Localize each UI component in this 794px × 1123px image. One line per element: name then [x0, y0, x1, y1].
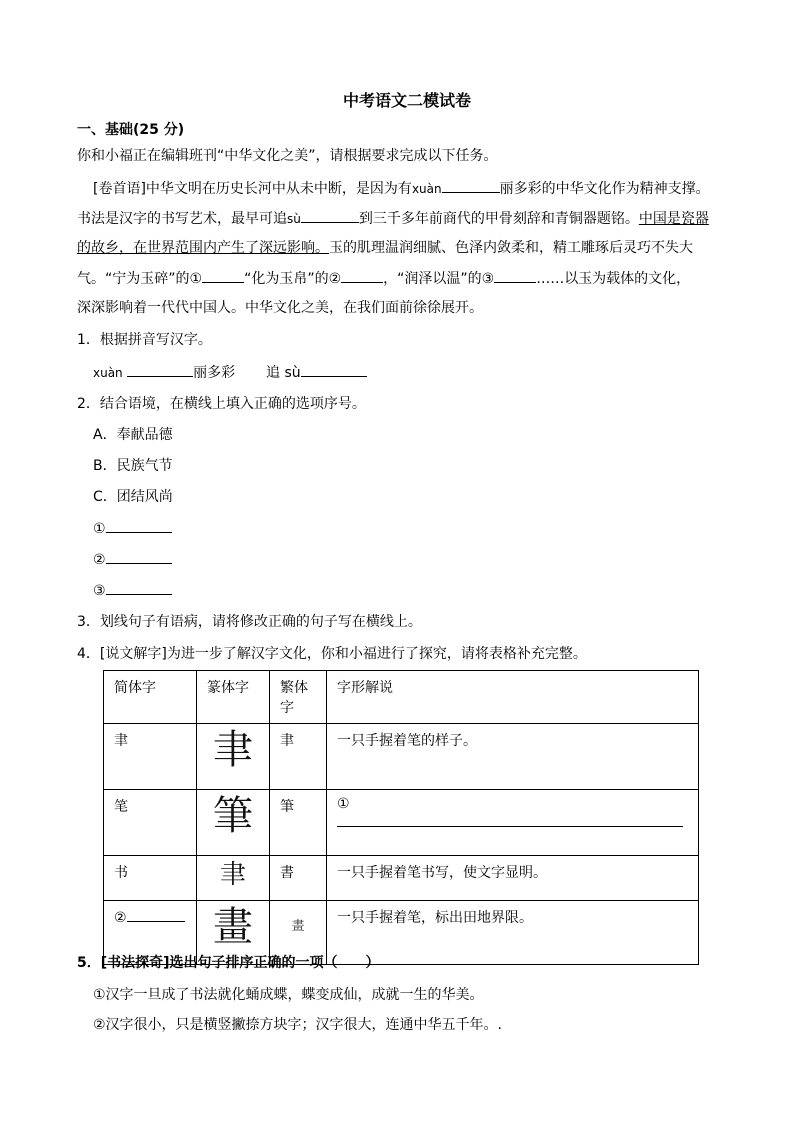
question-3-stem: 3．划线句子有语病，请将修改正确的句子写在横线上。: [77, 614, 422, 630]
answer-line-3: [93, 580, 172, 601]
underlined-sentence: 中国是瓷器: [638, 211, 709, 227]
seal-cell: [197, 724, 270, 790]
question-5-stem: [77, 953, 380, 973]
answer-blank[interactable]: [301, 362, 367, 377]
passage-text: 气。“宁为玉碎”的①: [77, 271, 203, 287]
table-header: 字形解说: [327, 671, 699, 724]
answer-blank-2[interactable]: [341, 268, 383, 283]
section-heading: 一、基础(25 分): [77, 122, 185, 138]
passage-text: 丽多彩的中华文化作为精神支撑。: [499, 181, 710, 197]
blank-number: ③: [93, 583, 106, 599]
answer-blank[interactable]: [301, 208, 359, 223]
answer-blank-3[interactable]: [494, 268, 536, 283]
question-4-stem: 4．[说文解字]为进一步了解汉字文化，你和小福进行了探究，请将表格补充完整。: [77, 646, 587, 662]
passage-text: [卷首语]中华文明在历史长河中从未中断，是因为有: [93, 181, 412, 197]
passage-line-2: [77, 208, 709, 229]
pinyin-xuan: xuàn: [93, 366, 123, 380]
passage-text: 书法是汉字的书写艺术，最早可追: [77, 211, 287, 227]
passage-text: 到三千多年前商代的甲骨刻辞和青铜器题铭。: [358, 211, 639, 227]
pinyin-su: sù: [287, 212, 301, 226]
table-header: 繁体字: [270, 671, 327, 724]
traditional-char: 筆: [270, 790, 327, 856]
table-header-row: [104, 671, 699, 724]
option-c: C．团结风尚: [93, 489, 173, 505]
blank-number: ②: [114, 910, 127, 926]
question-2-stem: 2．结合语境，在横线上填入正确的选项序号。: [77, 396, 366, 412]
glyph-explanation-blank: [327, 790, 699, 856]
seal-script-glyph: 畫: [213, 904, 253, 950]
answer-blank[interactable]: [337, 812, 683, 827]
traditional-char: 畫: [291, 919, 305, 934]
seal-cell: [197, 790, 270, 856]
answer-blank[interactable]: [106, 518, 172, 533]
question-1-answers: [93, 362, 367, 383]
blank-number: ①: [93, 521, 106, 537]
option-b: B．民族气节: [93, 458, 173, 474]
seal-cell: [197, 856, 270, 901]
answer-line-1: [93, 518, 172, 539]
traditional-char: 聿: [270, 724, 327, 790]
passage-line-4: [77, 268, 690, 289]
passage-text: ，“润泽以温”的③: [383, 271, 495, 287]
glyph-explanation: 一只手握着笔，标出田地界限。: [327, 901, 699, 965]
answer-tail: 丽多彩: [193, 365, 236, 381]
sentence-1: ①汉字一旦成了书法就化蛹成蝶，蝶变成仙，成就一生的华美。: [93, 987, 484, 1003]
intro-text: 你和小福正在编辑班刊“中华文化之美”，请根据要求完成以下任务。: [77, 148, 498, 164]
table-row: [104, 790, 699, 856]
simplified-char: 聿: [104, 724, 197, 790]
passage-text: ……以玉为载体的文化，: [536, 271, 691, 287]
glyph-explanation: 一只手握着笔的样子。: [327, 724, 699, 790]
pinyin-xuan: xuàn: [411, 182, 442, 196]
traditional-char: 書: [270, 856, 327, 901]
answer-blank[interactable]: [127, 362, 193, 377]
question-5-text: 5．[书法探奇]选出句子排序正确的一项（ ）: [77, 955, 380, 971]
simplified-char: 笔: [104, 790, 197, 856]
table-header: 篆体字: [197, 671, 270, 724]
answer-blank[interactable]: [106, 549, 172, 564]
answer-blank[interactable]: [106, 580, 172, 595]
passage-line-1: [93, 178, 710, 199]
answer-blank-1[interactable]: [202, 268, 244, 283]
blank-number: ②: [93, 552, 106, 568]
simplified-char: 书: [104, 856, 197, 901]
passage-text: “化为玉帛”的②: [244, 271, 342, 287]
seal-script-glyph: 聿: [219, 860, 246, 890]
character-table: [103, 670, 699, 965]
answer-line-2: [93, 549, 172, 570]
answer-blank[interactable]: [127, 907, 185, 922]
question-1-stem: 1．根据拼音写汉字。: [77, 332, 212, 348]
pinyin-su: 追 sù: [266, 365, 301, 381]
passage-line-3: [77, 238, 693, 258]
page-title: 中考语文二模试卷: [343, 91, 472, 110]
glyph-explanation: 一只手握着笔书写，使文字显明。: [327, 856, 699, 901]
passage-line-5: 深深影响着一代代中国人。中华文化之美，在我们面前徐徐展开。: [77, 300, 483, 316]
blank-number: ①: [337, 796, 350, 812]
option-a: A．奉献品德: [93, 427, 173, 443]
sentence-2: ②汉字很小，只是横竖撇捺方块字；汉字很大，连通中华五千年。.: [93, 1017, 502, 1033]
table-row: [104, 724, 699, 790]
passage-text: 玉的肌理温润细腻、色泽内敛柔和，精工雕琢后灵巧不失大: [329, 240, 693, 256]
answer-blank[interactable]: [442, 178, 500, 193]
seal-script-glyph: 聿: [213, 727, 253, 773]
table-row: [104, 856, 699, 901]
underlined-sentence: 的故乡，在世界范围内产生了深远影响。: [77, 240, 329, 256]
seal-script-glyph: 筆: [213, 793, 253, 839]
table-header: 简体字: [104, 671, 197, 724]
